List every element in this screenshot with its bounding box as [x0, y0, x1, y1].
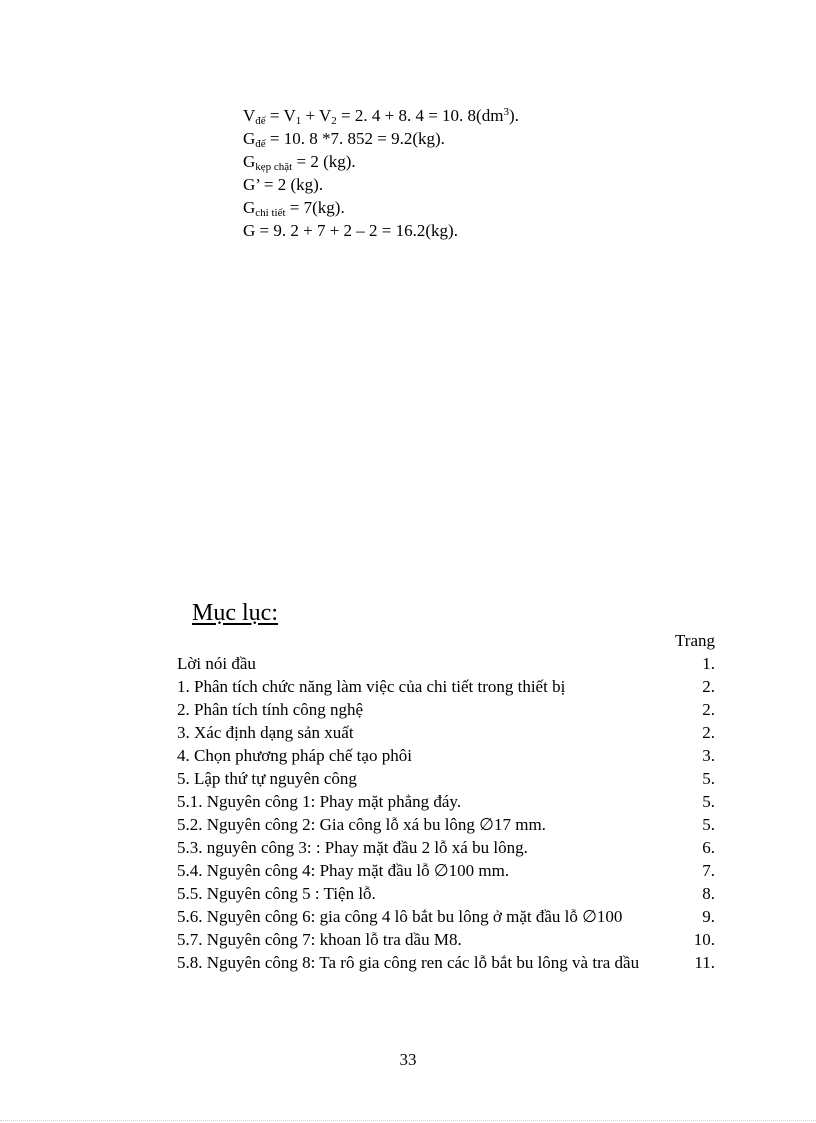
formula-block: [243, 104, 519, 242]
toc-page-header: Trang: [675, 631, 715, 650]
toc-entry: [177, 951, 715, 974]
toc-entry: [177, 836, 715, 859]
toc-title: Mục lục:: [192, 600, 278, 626]
toc-entry-page: 6.: [702, 838, 715, 857]
formula-g-prime: G’ = 2 (kg).: [243, 175, 324, 194]
formula-subscript: kẹp chặt: [255, 161, 293, 173]
toc-entry-page: 11.: [694, 953, 715, 972]
toc-entry: [177, 859, 715, 882]
toc-entry-page: 3.: [702, 746, 715, 765]
toc-entry-page: 1.: [702, 654, 715, 673]
toc-entry: [177, 698, 715, 721]
toc-entry: [177, 928, 715, 951]
toc-entry: [177, 905, 715, 928]
toc-entry-title: 5.3. nguyên công 3: : Phay mặt đầu 2 lỗ xá bu lông.: [177, 838, 528, 857]
formula-base-weight: [243, 127, 519, 150]
formula-subscript: chi tiết: [255, 207, 286, 219]
toc-entry-title: 5.6. Nguyên công 6: gia công 4 lô bắt bu lông ở mặt đầu lỗ ∅100: [177, 907, 623, 926]
toc-entry: [177, 767, 715, 790]
toc-entry-title: 5.8. Nguyên công 8: Ta rô gia công ren các lỗ bắt bu lông và tra dầu: [177, 953, 640, 972]
toc-entry: [177, 813, 715, 836]
formula-total-weight: G = 9. 2 + 7 + 2 – 2 = 16.2(kg).: [243, 221, 458, 240]
toc-entry: [177, 790, 715, 813]
formula-superscript: 3: [503, 106, 509, 118]
toc-entry-page: 5.: [702, 815, 715, 834]
page-bottom-divider: [0, 1120, 816, 1121]
toc-entry-page: 10.: [693, 930, 715, 949]
toc-entry-page: 2.: [702, 723, 715, 742]
formula-text: = 10. 8 *7. 852 = 9.2(kg).: [265, 129, 445, 148]
toc-entry-page: 7.: [702, 861, 715, 880]
formula-subscript: 2: [331, 115, 337, 127]
toc-entry-title: 5.2. Nguyên công 2: Gia công lỗ xá bu lông ∅17 mm.: [177, 815, 546, 834]
formula-subscript: đế: [255, 138, 266, 150]
formula-text: = V: [265, 106, 296, 125]
toc-entry-title: 3. Xác định dạng sản xuất: [177, 723, 354, 742]
table-of-contents: [177, 629, 715, 974]
formula-text: G: [243, 198, 256, 217]
formula-subscript: đế: [255, 115, 266, 127]
formula-text: ).: [508, 106, 519, 125]
formula-text: G: [243, 152, 256, 171]
toc-entry-page: 8.: [702, 884, 715, 903]
formula-text: = 2. 4 + 8. 4 = 10. 8(dm: [336, 106, 504, 125]
toc-entry-title: 5.1. Nguyên công 1: Phay mặt phẳng đáy.: [177, 792, 462, 811]
toc-entry-page: 2.: [702, 677, 715, 696]
toc-entry-title: 5.7. Nguyên công 7: khoan lỗ tra dầu M8.: [177, 930, 462, 949]
toc-entry-title: Lời nói đầu: [177, 654, 256, 673]
formula-text: = 2 (kg).: [292, 152, 356, 171]
toc-entry-page: 9.: [702, 907, 715, 926]
toc-entry-page: 5.: [702, 769, 715, 788]
formula-text: = 7(kg).: [285, 198, 345, 217]
toc-entry-page: 2.: [702, 700, 715, 719]
toc-entry-title: 1. Phân tích chức năng làm việc của chi tiết trong thiết bị: [177, 677, 566, 696]
formula-text: V: [243, 106, 256, 125]
formula-part-weight: [243, 196, 519, 219]
page-number: 33: [399, 1050, 417, 1069]
toc-entry: [177, 882, 715, 905]
toc-entry: [177, 744, 715, 767]
toc-entry-title: 4. Chọn phương pháp chế tạo phôi: [177, 746, 412, 765]
toc-entry-title: 5.5. Nguyên công 5 : Tiện lỗ.: [177, 884, 376, 903]
toc-entry-page: 5.: [702, 792, 715, 811]
formula-clamp-weight: [243, 150, 519, 173]
toc-entry: [177, 652, 715, 675]
toc-entry-title: 5.4. Nguyên công 4: Phay mặt đầu lỗ ∅100 mm.: [177, 861, 510, 880]
formula-text: + V: [301, 106, 332, 125]
toc-entry: [177, 721, 715, 744]
formula-text: G: [243, 129, 256, 148]
toc-entry-title: 5. Lập thứ tự nguyên công: [177, 769, 357, 788]
toc-entry: [177, 675, 715, 698]
formula-volume: [243, 104, 519, 127]
formula-subscript: 1: [295, 115, 302, 127]
toc-entry-title: 2. Phân tích tính công nghệ: [177, 700, 364, 719]
